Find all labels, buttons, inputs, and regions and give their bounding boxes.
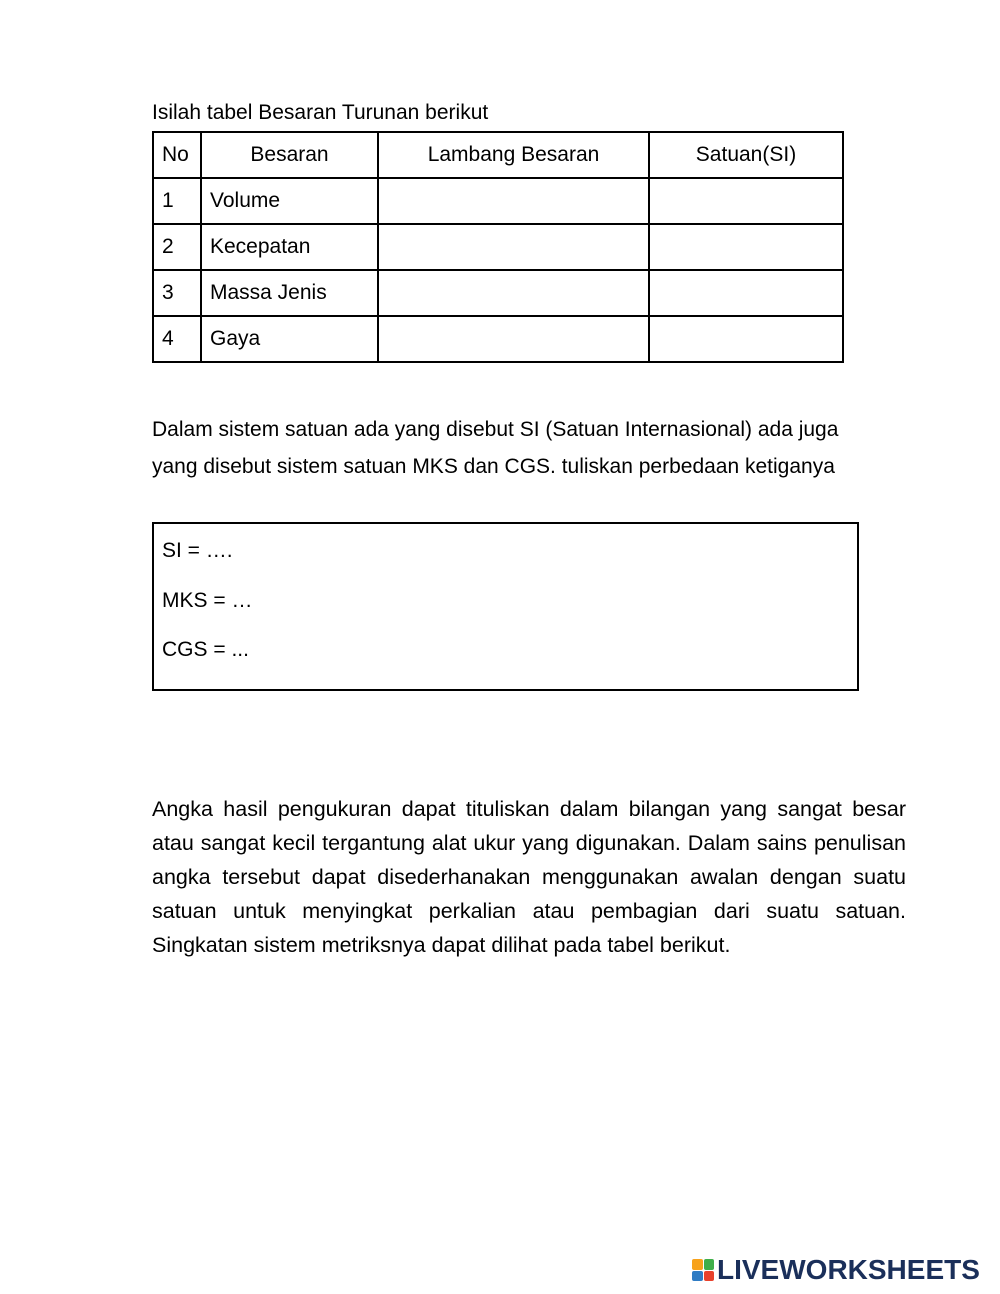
header-besaran: Besaran [201, 132, 378, 178]
instruction-text: Isilah tabel Besaran Turunan berikut [152, 101, 489, 124]
row-besaran: Volume [201, 178, 378, 224]
lambang-answer-cell[interactable] [378, 178, 649, 224]
lambang-answer-cell[interactable] [378, 316, 649, 362]
row-besaran: Kecepatan [201, 224, 378, 270]
table-row [153, 178, 843, 224]
satuan-answer-cell[interactable] [649, 224, 843, 270]
row-number: 2 [153, 224, 201, 270]
row-besaran: Massa Jenis [201, 270, 378, 316]
answer-si[interactable]: SI = …. [162, 539, 233, 562]
lambang-answer-cell[interactable] [378, 270, 649, 316]
satuan-answer-cell[interactable] [649, 316, 843, 362]
metric-prefix-paragraph: Angka hasil pengukuran dapat tituliskan dalam bilangan yang sangat besar atau sangat kecil tergantung alat ukur yang digunakan. Dalam sains penulisan angka tersebut dapat disederhanakan menggunakan awalan dengan suatu satuan untuk menyingkat perkalian atau pembagian dari suatu satuan. Singkatan sistem metriksnya dapat dilihat pada tabel berikut. [152, 797, 906, 957]
answer-cgs[interactable]: CGS = ... [162, 638, 249, 661]
header-no: No [153, 132, 201, 178]
satuan-answer-cell[interactable] [649, 270, 843, 316]
header-satuan: Satuan(SI) [649, 132, 843, 178]
liveworksheets-logo-icon [692, 1259, 714, 1281]
brand-name: LIVEWORKSHEETS [717, 1254, 980, 1285]
row-number: 3 [153, 270, 201, 316]
lambang-answer-cell[interactable] [378, 224, 649, 270]
row-besaran: Gaya [201, 316, 378, 362]
derived-quantities-table [152, 131, 844, 363]
question-text: Dalam sistem satuan ada yang disebut SI (Satuan Internasional) ada juga yang disebut sistem satuan MKS dan CGS. tuliskan perbedaan ketiganya [152, 418, 839, 478]
table-row [153, 270, 843, 316]
table-row [153, 316, 843, 362]
row-number: 4 [153, 316, 201, 362]
liveworksheets-brand [692, 1254, 980, 1286]
answer-box [152, 522, 859, 691]
table-row [153, 224, 843, 270]
row-number: 1 [153, 178, 201, 224]
table-header-row [153, 132, 843, 178]
header-lambang-besaran: Lambang Besaran [378, 132, 649, 178]
answer-mks[interactable]: MKS = … [162, 589, 253, 612]
satuan-answer-cell[interactable] [649, 178, 843, 224]
